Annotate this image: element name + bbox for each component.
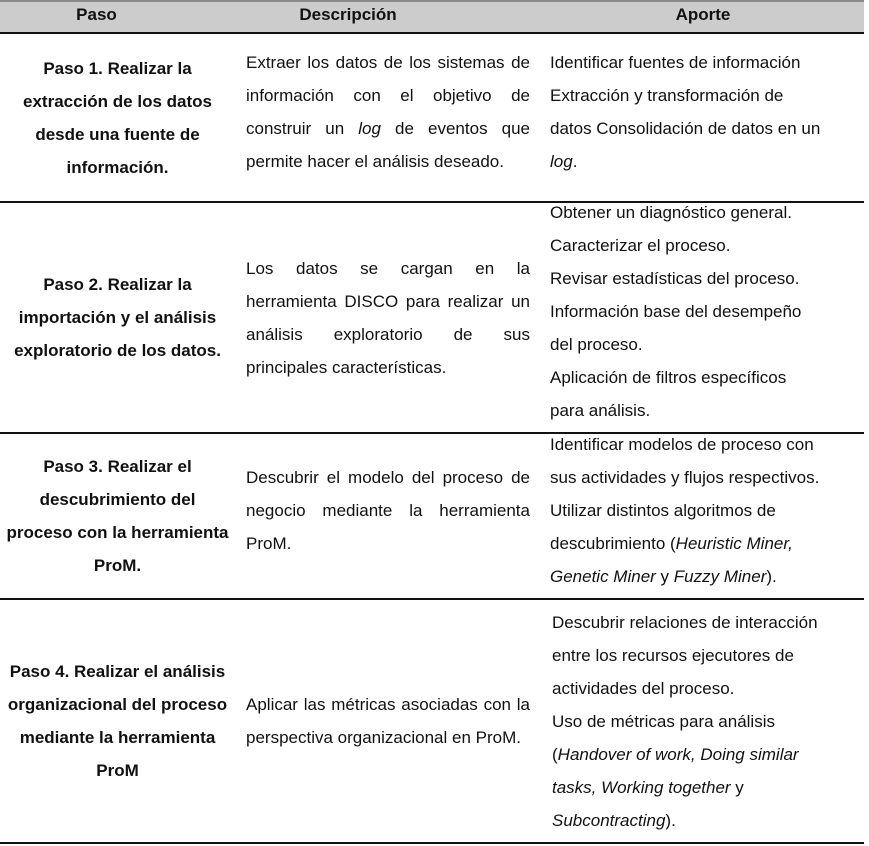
- aporte-cell: [542, 600, 864, 842]
- header-aporte: Aporte: [675, 5, 731, 24]
- table-row: [0, 600, 864, 844]
- descripcion-text: Extraer los datos de los sistemas de información con el objetivo de construir un log de eventos que permite hacer el análisis deseado.: [246, 53, 531, 171]
- paso-cell: [0, 34, 235, 201]
- paso-text: Paso 4. Realizar el análisis organizacional del proceso mediante la herramienta ProM: [7, 662, 228, 780]
- descripcion-cell: [238, 203, 538, 432]
- aporte-cell: [542, 434, 864, 598]
- table-row: [0, 34, 864, 203]
- paso-cell: [0, 434, 235, 598]
- paso-text: Paso 1. Realizar la extracción de los datos desde una fuente de información.: [23, 58, 212, 177]
- header-descripcion: Descripción: [299, 5, 397, 24]
- descripcion-text: Los datos se cargan en la herramienta DISCO para realizar un análisis exploratorio de sus principales características.: [246, 258, 530, 377]
- header-paso: Paso: [76, 5, 117, 24]
- aporte-cell: [542, 34, 864, 201]
- aporte-text: Descubrir relaciones de interacción entre los recursos ejecutores de actividades del proceso. Uso de métricas para análisis (Handover of work, Doing similar tasks, Working together y Subcontracting).: [552, 612, 818, 830]
- paso-cell: [0, 600, 235, 842]
- table-row: [0, 434, 864, 600]
- aporte-text: Identificar fuentes de información Extracción y transformación de datos Consolidación de datos en un log.: [550, 53, 821, 171]
- table-row: [0, 203, 864, 434]
- descripcion-cell: [238, 34, 538, 201]
- aporte-cell: [542, 203, 864, 432]
- table-header: [0, 0, 864, 34]
- paso-text: Paso 3. Realizar el descubrimiento del proceso con la herramienta ProM.: [6, 457, 229, 575]
- descripcion-cell: [238, 600, 538, 842]
- descripcion-text: Descubrir el modelo del proceso de negocio mediante la herramienta ProM.: [246, 468, 530, 553]
- descripcion-cell: [238, 434, 538, 598]
- aporte-text: Obtener un diagnóstico general. Caracterizar el proceso. Revisar estadísticas del proceso. Información base del desempeño del proceso. Aplicación de filtros específicos para análisis.: [550, 203, 802, 420]
- paso-text: Paso 2. Realizar la importación y el análisis exploratorio de los datos.: [14, 275, 221, 360]
- aporte-text: Identificar modelos de proceso con sus actividades y flujos respectivos. Utilizar distintos algoritmos de descubrimiento (Heuristic Miner, Genetic Miner y Fuzzy Miner).: [550, 435, 820, 586]
- descripcion-text: Aplicar las métricas asociadas con la perspectiva organizacional en ProM.: [246, 695, 530, 747]
- paso-cell: [0, 203, 235, 432]
